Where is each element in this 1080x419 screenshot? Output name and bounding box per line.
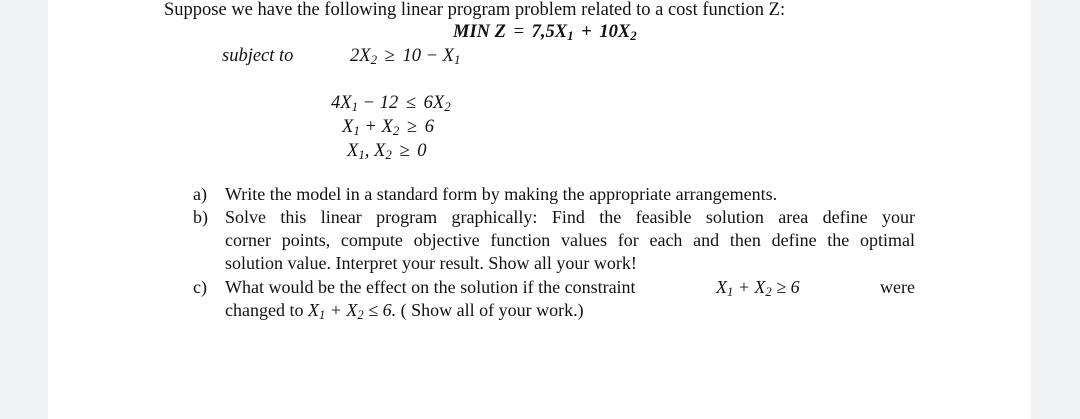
question-a-letter: a) — [193, 184, 207, 204]
objective-term-1: $7,5X_1$ — [531, 22, 574, 44]
objective-plus: + — [581, 22, 592, 42]
question-c-text: What would be the effect on the solution if the constraint $X_1 + X_2 \ge 6$ were changed to $X_1 + X_2 \le 6$. ( Show all of your work.) — [225, 277, 915, 323]
constraint-3: $X_1 + X_2 \ge 6$ — [342, 117, 434, 139]
question-a-text: Write the model in a standard form by making the appropriate arrangements. — [225, 184, 778, 204]
question-b-letter: b) — [193, 207, 208, 227]
objective-term-2: $10X_2$ — [599, 22, 637, 44]
question-c-letter: c) — [193, 277, 207, 297]
constraint-4: $X_1$, $X_2 \ge 0$ — [347, 141, 427, 163]
document-page — [48, 0, 1031, 419]
objective-equals: = — [513, 22, 524, 42]
constraint-1: $2X_2 \ge 10 - X_1$ — [350, 46, 461, 68]
intro-text: Suppose we have the following linear program problem related to a cost function Z: — [164, 0, 786, 20]
objective-label: MIN Z — [453, 22, 506, 42]
objective-function — [453, 21, 637, 43]
constraint-2: $4X_1 - 12 \le 6X_2$ — [331, 93, 451, 115]
subject-to-label: subject to — [222, 46, 294, 66]
question-b-text: Solve this linear program graphically: Find the feasible solution area define your corner points, compute objective function values for each and then define the optimal solution value. Interpret your result. Show all your work! — [225, 207, 915, 273]
